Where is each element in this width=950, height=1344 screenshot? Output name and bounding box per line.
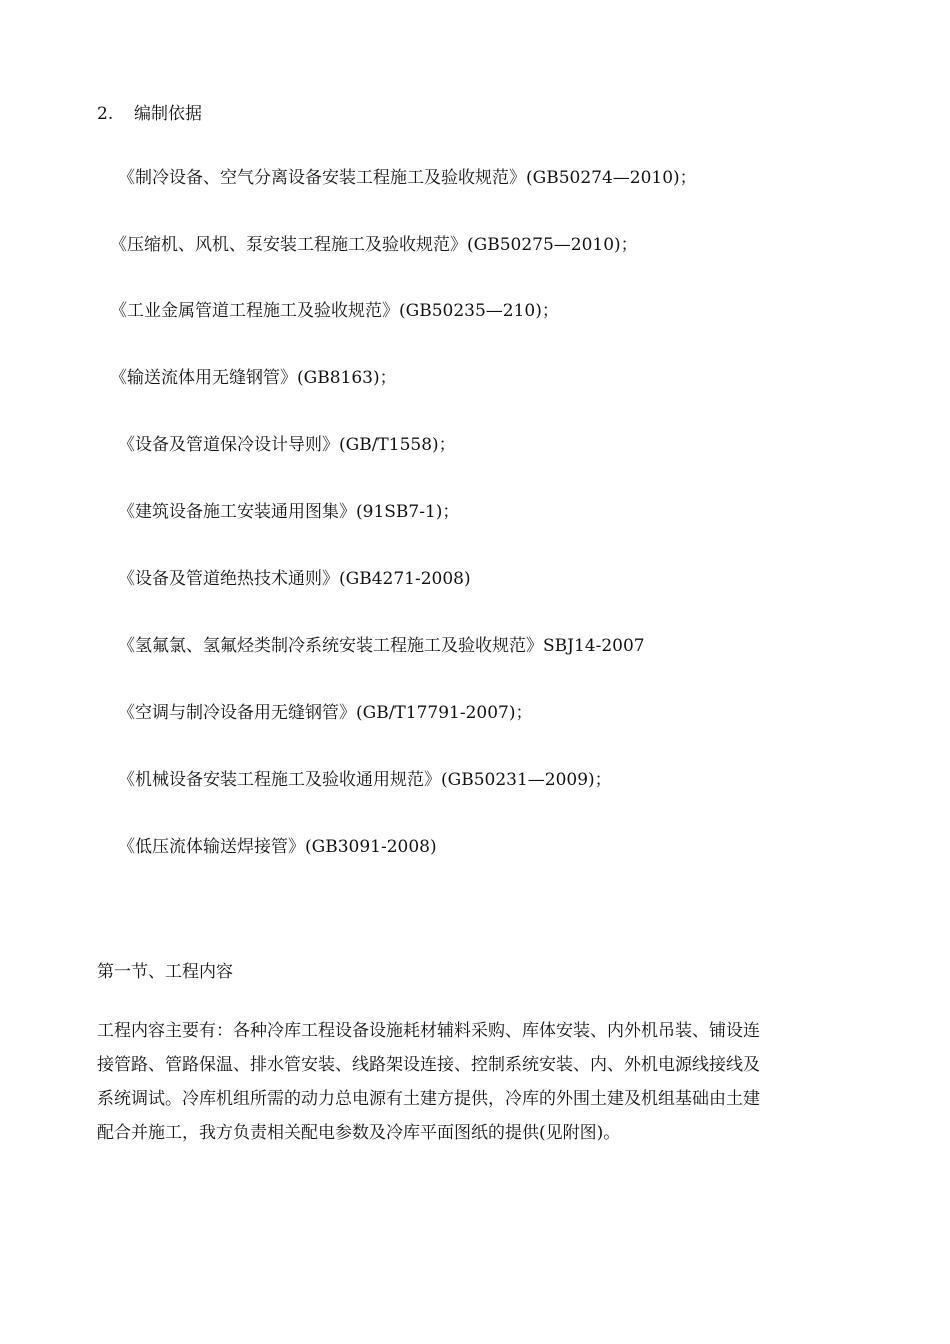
reference-item: 《建筑设备施工安装通用图集》(91SB7-1)； bbox=[118, 502, 460, 522]
paragraph-line: 系统调试。冷库机组所需的动力总电源有土建方提供，冷库的外围土建及机组基础由土建 bbox=[97, 1089, 760, 1109]
reference-item: 《氢氟氯、氢氟烃类制冷系统安装工程施工及验收规范》SBJ14-2007 bbox=[118, 636, 645, 656]
reference-item: 《空调与制冷设备用无缝钢管》(GB/T17791-2007)； bbox=[118, 703, 533, 723]
reference-item: 《压缩机、风机、泵安装工程施工及验收规范》(GB50275—2010)； bbox=[110, 235, 638, 255]
section-paragraph bbox=[97, 1014, 847, 1150]
heading-title: 编制依据 bbox=[134, 104, 202, 124]
paragraph-line: 接管路、管路保温、排水管安装、线路架设连接、控制系统安装、内、外机电源线接线及 bbox=[97, 1055, 760, 1075]
heading-number: 2. bbox=[97, 104, 114, 124]
section-title: 第一节、工程内容 bbox=[97, 962, 233, 982]
paragraph-line: 配合并施工，我方负责相关配电参数及冷库平面图纸的提供(见附图)。 bbox=[97, 1123, 621, 1143]
reference-item: 《输送流体用无缝钢管》(GB8163)； bbox=[110, 368, 397, 388]
reference-item: 《工业金属管道工程施工及验收规范》(GB50235—210)； bbox=[110, 301, 559, 321]
reference-item: 《设备及管道保冷设计导则》(GB/T1558)； bbox=[118, 435, 456, 455]
paragraph-line: 工程内容主要有：各种冷库工程设备设施耗材辅料采购、库体安装、内外机吊装、铺设连 bbox=[97, 1021, 760, 1041]
reference-item: 《低压流体输送焊接管》(GB3091-2008) bbox=[118, 837, 437, 857]
reference-item: 《设备及管道绝热技术通则》(GB4271-2008) bbox=[118, 569, 471, 589]
reference-item: 《机械设备安装工程施工及验收通用规范》(GB50231—2009)； bbox=[118, 770, 612, 790]
reference-item: 《制冷设备、空气分离设备安装工程施工及验收规范》(GB50274—2010)； bbox=[118, 168, 697, 188]
